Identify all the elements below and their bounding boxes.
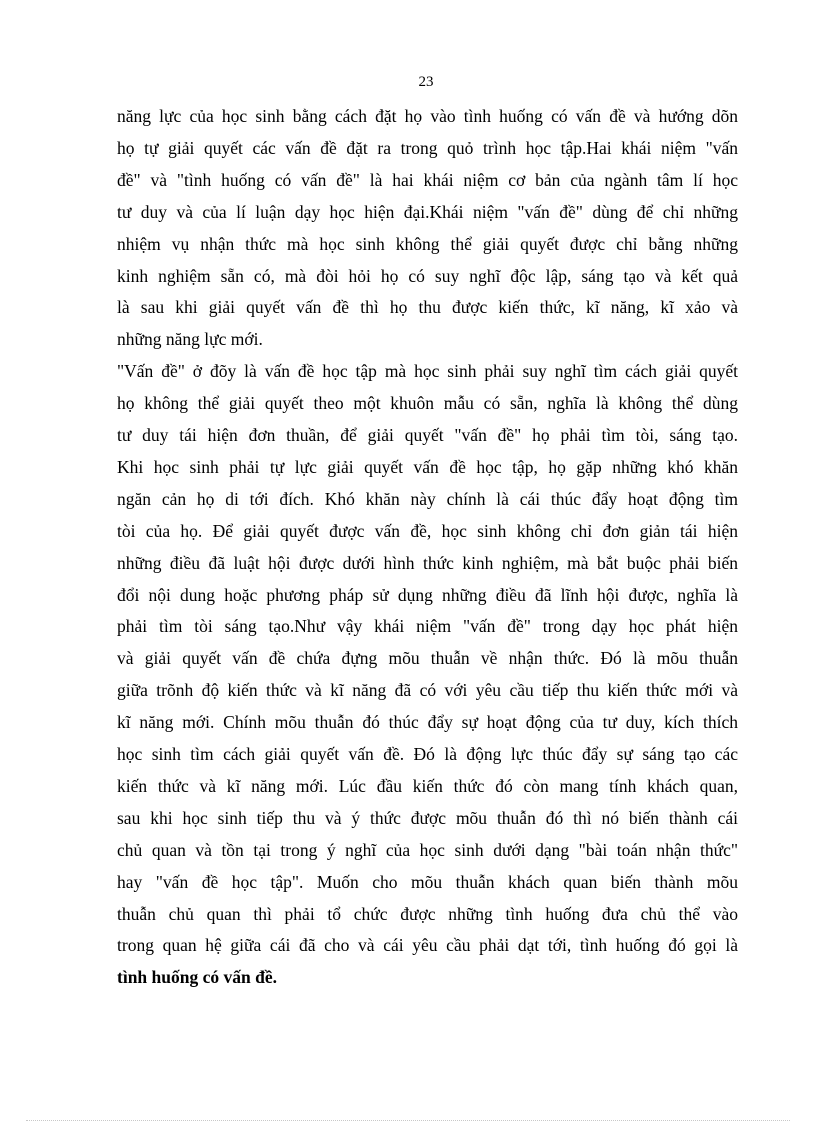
text-line: Khi học sinh phải tự lực giải quyết vấn đề học tập, họ gặp những khó khăn xyxy=(117,456,738,477)
text-line: trong quan hệ giữa cái đã cho và cái yêu cầu phải dạt tới, tình huống đó gọi là xyxy=(117,935,738,956)
text-line: là sau khi giải quyết vấn đề thì họ thu được kiến thức, kĩ năng, kĩ xảo và xyxy=(117,297,738,318)
text-line: đề" và "tình huống có vấn đề" là hai khái niệm cơ bản của ngành tâm lí học xyxy=(117,169,738,190)
text-line: đổi nội dung hoặc phương pháp sử dụng những điều đã lĩnh hội được, nghĩa là xyxy=(117,584,738,605)
text-line: những năng lực mới. xyxy=(117,329,263,350)
text-line: và giải quyết vấn đề chứa đựng mõu thuẫn về nhận thức. Đó là mõu thuẫn xyxy=(117,648,738,669)
text-line: chủ quan và tồn tại trong ý nghĩ của học sinh dưới dạng "bài toán nhận thức" xyxy=(117,839,738,860)
text-line: phải tìm tòi sáng tạo.Như vậy khái niệm "vấn đề" trong dạy học phát hiện xyxy=(117,616,738,637)
text-line: tư duy và của lí luận dạy học hiện đại.Khái niệm "vấn đề" dùng để chỉ những xyxy=(117,201,738,222)
text-line: giữa trõnh độ kiến thức và kĩ năng đã có với yêu cầu tiếp thu kiến thức mới và xyxy=(117,680,738,701)
text-line: sau khi học sinh tiếp thu và ý thức được mõu thuẫn đó thì nó biến thành cái xyxy=(117,807,738,828)
text-line: tư duy tái hiện đơn thuần, để giải quyết "vấn đề" họ phải tìm tòi, sáng tạo. xyxy=(117,425,738,445)
text-line: năng lực của học sinh bằng cách đặt họ vào tình huống có vấn đề và hướng dõn xyxy=(117,106,738,126)
text-line: tình huống có vấn đề. xyxy=(117,967,277,988)
text-line: thuẫn chủ quan thì phải tổ chức được những tình huống đưa chủ thể vào xyxy=(117,903,738,924)
text-line: những điều đã luật hội được dưới hình thức kinh nghiệm, mà bắt buộc phải biến xyxy=(117,552,738,573)
text-line: tòi của họ. Để giải quyết được vấn đề, học sinh không chỉ đơn giản tái hiện xyxy=(117,520,738,541)
text-line: ngăn cản họ di tới đích. Khó khăn này chính là cái thúc đẩy hoạt động tìm xyxy=(117,488,738,509)
text-line: kĩ năng mới. Chính mõu thuẫn đó thúc đẩy sự hoạt động của tư duy, kích thích xyxy=(117,712,738,733)
text-line: kinh nghiệm sẵn có, mà đòi hỏi họ có suy nghĩ độc lập, sáng tạo và kết quả xyxy=(117,265,738,286)
text-line: họ tự giải quyết các vấn đề đặt ra trong quỏ trình học tập.Hai khái niệm "vấn xyxy=(117,137,738,158)
text-line: nhiệm vụ nhận thức mà học sinh không thể giải quyết được chỉ bằng những xyxy=(117,233,738,254)
text-line: họ không thể giải quyết theo một khuôn mẫu có sẵn, nghĩa là không thể dùng xyxy=(117,393,738,414)
text-line: "Vấn đề" ở đõy là vấn đề học tập mà học sinh phải suy nghĩ tìm cách giải quyết xyxy=(117,361,738,382)
text-line: kiến thức và kĩ năng mới. Lúc đầu kiến thức đó còn mang tính khách quan, xyxy=(117,775,738,796)
text-line: hay "vấn đề học tập". Muốn cho mõu thuẫn khách quan biến thành mõu xyxy=(117,871,738,892)
page-number: 23 xyxy=(418,74,434,90)
text-line: học sinh tìm cách giải quyết vấn đề. Đó là động lực thúc đẩy sự sáng tạo các xyxy=(117,744,738,764)
page-bottom-divider xyxy=(26,1120,790,1121)
